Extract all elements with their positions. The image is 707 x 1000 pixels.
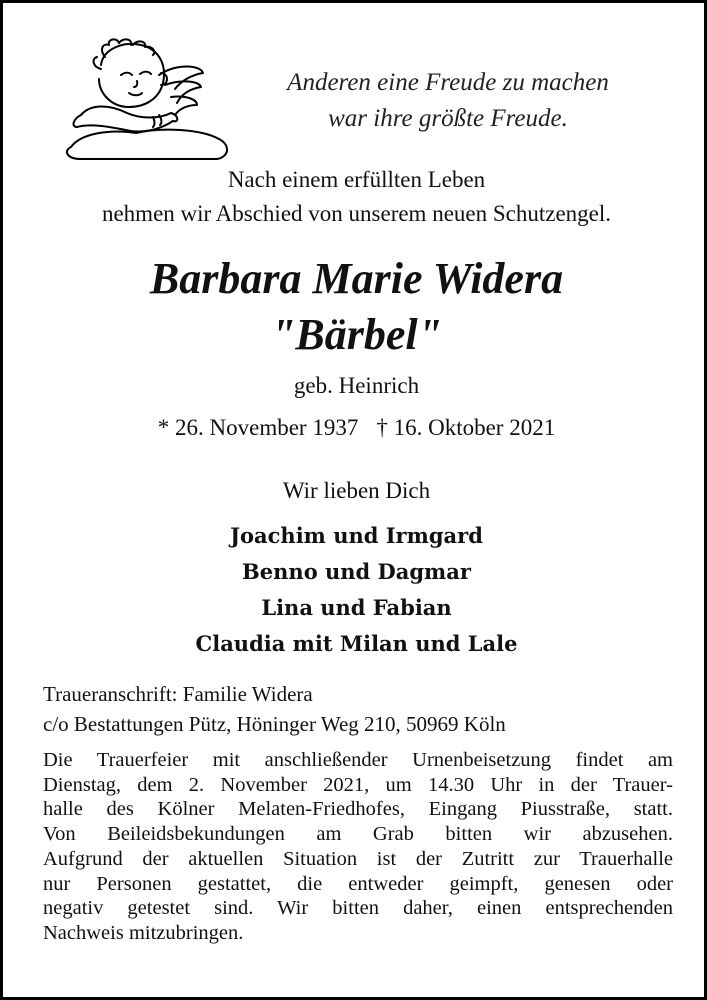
mourner-entry: Lina und Fabian — [261, 595, 452, 620]
motto-line: Anderen eine Freude zu machen — [287, 69, 609, 96]
notice-line: nur Personen gestattet, die entweder geimpft, genesen oder — [43, 872, 673, 895]
love-line: Wir lieben Dich — [282, 478, 431, 503]
address-line: Traueranschrift: Familie Widera — [43, 682, 313, 706]
notice-line: halle des Kölner Melaten-Friedhofes, Eingang Piusstraße, statt. — [43, 798, 673, 821]
birth-date: * 26. November 1937 — [157, 415, 359, 440]
mourners-list — [3, 518, 707, 662]
deceased-name — [3, 251, 707, 363]
intro-line: nehmen wir Abschied von unserem neuen Schutzengel. — [101, 201, 612, 226]
motto — [253, 65, 643, 137]
life-dates — [3, 413, 707, 443]
intro-line: Nach einem erfüllten Leben — [227, 167, 486, 192]
address-line: c/o Bestattungen Pütz, Höninger Weg 210, 50969 Köln — [43, 712, 506, 736]
notice-line: Nachweis mitzubringen. — [43, 921, 244, 944]
full-name: Barbara Marie Widera — [149, 254, 564, 303]
notice-line: Die Trauerfeier mit anschließender Urnenbeisetzung findet am — [43, 749, 673, 771]
mourner-entry: Joachim und Irmgard — [230, 523, 483, 548]
notice-line: negativ getestet sind. Wir bitten daher, einen entsprechenden — [43, 897, 673, 920]
birth-name: geb. Heinrich — [293, 373, 420, 398]
motto-line: war ihre größte Freude. — [328, 105, 568, 132]
ceremony-notice — [43, 748, 673, 946]
notice-line: Von Beileidsbekundungen am Grab bitten wir abzusehen. — [43, 823, 673, 846]
nickname: "Bärbel" — [270, 310, 443, 359]
death-date: † 16. Oktober 2021 — [376, 415, 556, 440]
cherub-icon — [41, 35, 236, 160]
mourning-address — [43, 679, 673, 739]
notice-line: Aufgrund der aktuellen Situation ist der Zutritt zur Trauerhalle — [43, 847, 673, 870]
notice-line: Dienstag, dem 2. November 2021, um 14.30 Uhr in der Trauer- — [43, 773, 673, 796]
intro-text — [3, 163, 707, 231]
mourner-entry: Claudia mit Milan und Lale — [195, 631, 518, 656]
mourner-entry: Benno und Dagmar — [242, 559, 471, 584]
